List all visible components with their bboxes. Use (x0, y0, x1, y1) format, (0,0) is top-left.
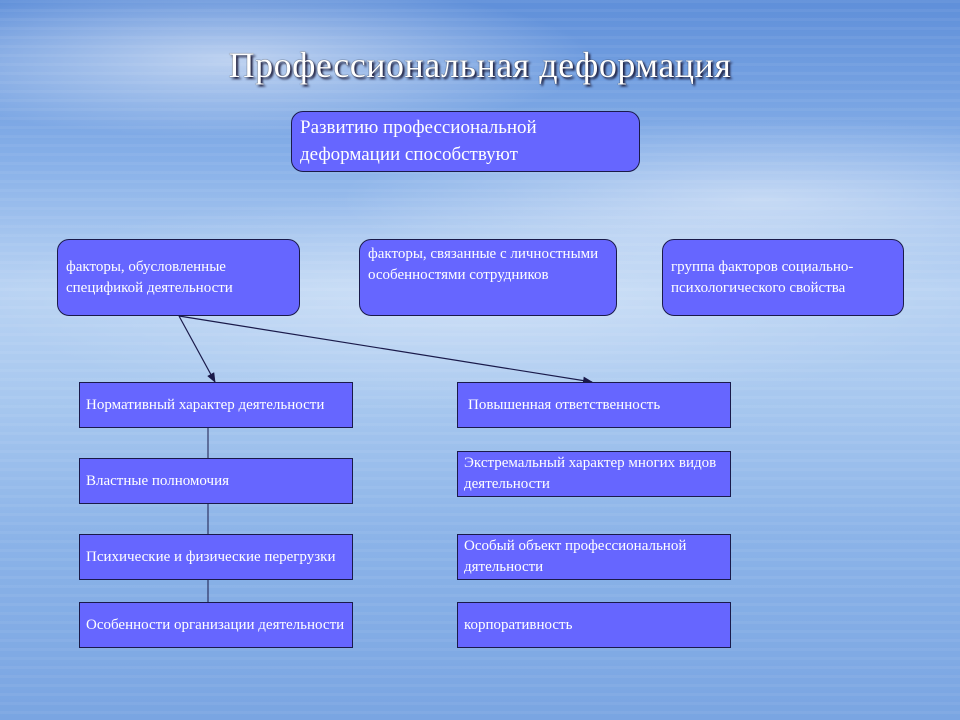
left-item-normative (79, 382, 353, 428)
arrow-to-left-column (179, 316, 215, 382)
left-item-label: Нормативный характер деятельности (86, 396, 325, 413)
right-item-label: Экстремальный характер многих видов деятельности (464, 455, 717, 492)
left-item-overload (79, 534, 353, 580)
left-item-label: Психические и физические перегрузки (86, 548, 336, 565)
arrow-to-right-column (179, 316, 592, 382)
factor-group-personal-traits (359, 239, 617, 316)
right-item-extreme (457, 451, 731, 497)
root-box (291, 111, 640, 172)
left-item-authority (79, 458, 353, 504)
factor-group-label: группа факторов социально-психологического свойства (671, 258, 854, 296)
left-item-organization (79, 602, 353, 648)
right-item-responsibility (457, 382, 731, 428)
root-box-label: Развитию профессиональной деформации способствуют (300, 117, 537, 165)
right-item-corporate (457, 602, 731, 648)
left-item-label: Особенности организации деятельности (86, 616, 345, 633)
right-item-label: Повышенная ответственность (468, 396, 661, 413)
factor-group-activity-specifics (57, 239, 300, 316)
left-item-label: Властные полномочия (86, 472, 230, 489)
right-item-special-object (457, 534, 731, 580)
right-item-label: корпоративность (464, 616, 573, 633)
factor-group-label: факторы, связанные с личностными особенностями сотрудников (368, 246, 599, 283)
right-item-label: Особый объект профессиональной дятельности (464, 538, 687, 575)
factor-group-socio-psychological (662, 239, 904, 316)
slide-title: Профессиональная деформация (228, 45, 732, 85)
factor-group-label: факторы, обусловленные спецификой деятельности (66, 258, 233, 296)
